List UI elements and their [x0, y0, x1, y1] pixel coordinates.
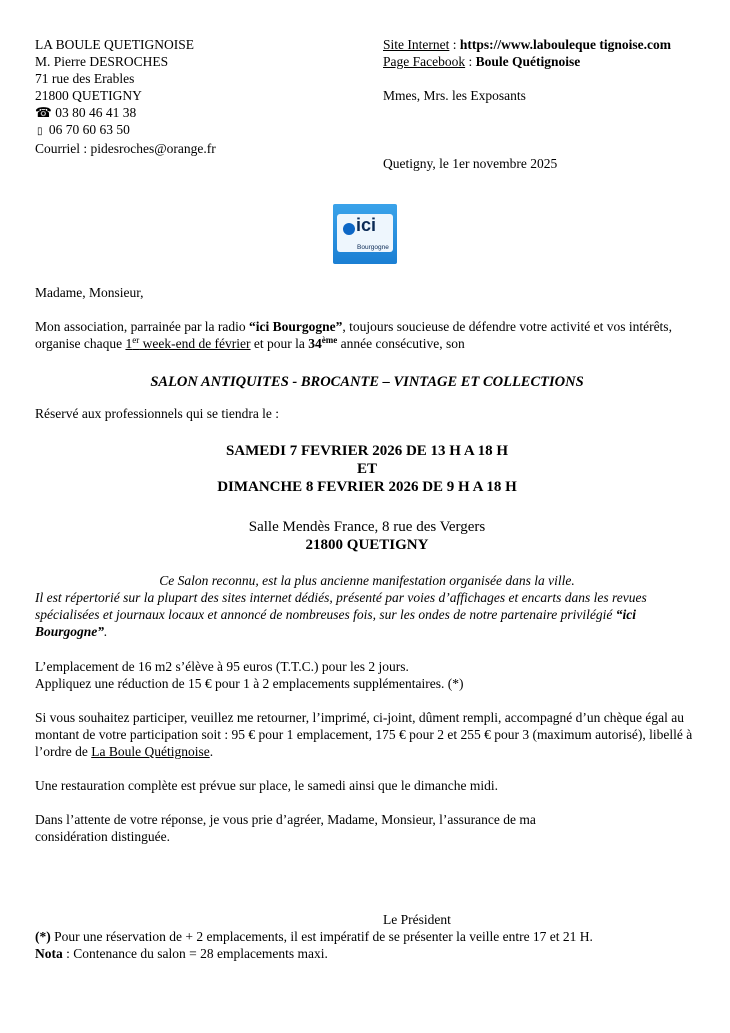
reserved-line: Réservé aux professionnels qui se tiendra le :: [35, 406, 280, 421]
italic-radio: “ici Bourgogne”: [35, 607, 637, 639]
site-url[interactable]: https://www.labouleque tignoise.com: [459, 37, 672, 52]
sender-phone: 03 80 46 41 38: [55, 105, 137, 120]
footnote-1: (*) Pour une réservation de + 2 emplacements, il est impératif de se présenter la veille entre 17 et 21 H.: [35, 929, 593, 944]
recipients: Mmes, Mrs. les Exposants: [383, 88, 526, 103]
signature: Le Président: [383, 912, 451, 927]
sender-mobile-line: [35, 121, 216, 140]
facebook-label: Page Facebook: [383, 54, 466, 69]
edition-number: 34ème: [308, 335, 338, 351]
site-label: Site Internet: [383, 37, 450, 52]
letter-date: Quetigny, le 1er novembre 2025: [383, 156, 558, 171]
first-weekend: 1er week-end de février: [125, 335, 251, 351]
sender-name: M. Pierre DESROCHES: [35, 54, 169, 69]
date-and: ET: [356, 461, 377, 477]
venue-city: 21800 QUETIGNY: [305, 537, 429, 553]
sender-org: LA BOULE QUETIGNOISE: [35, 37, 194, 52]
price-line-2: Appliquez une réduction de 15 € pour 1 à 2 emplacements supplémentaires. (*): [35, 676, 464, 691]
price-line-1: L’emplacement de 16 m2 s’élève à 95 euros (T.T.C.) pour les 2 jours.: [35, 659, 409, 674]
payee-name: La Boule Quétignoise: [91, 744, 210, 759]
salutation: Madame, Monsieur,: [35, 285, 144, 300]
intro-text-d: année consécutive, son: [337, 336, 465, 351]
site-sep: :: [449, 37, 460, 52]
intro-text-b: , toujours soucieuse de défendre votre activité et vos intérêts, organise chaque: [35, 319, 672, 351]
food-line: Une restauration complète est prévue sur place, le samedi ainsi que le dimanche midi.: [35, 778, 498, 793]
closing-paragraph: Dans l’attente de votre réponse, je vous prie d’agréer, Madame, Monsieur, l’assurance de ma considération distinguée.: [35, 812, 536, 844]
mobile-phone-icon: ▯: [37, 126, 43, 137]
facebook-line: [383, 53, 671, 70]
intro-paragraph: [35, 318, 699, 352]
logo-dot-icon: [343, 223, 355, 235]
participate-paragraph: Si vous souhaitez participer, veuillez me retourner, l’imprimé, ci-joint, dûment rempli, accompagné d’un chèque égal au montant de votre participation soit : 95 € pour 1 emplacement, 175 € pour 2 et 255 € pour 3 (maximum autorisé), libellé à l’ordre de La Boule Quétignoise.: [35, 710, 693, 759]
sender-mobile: 06 70 60 63 50: [48, 122, 130, 137]
intro-radio: “ici Bourgogne”: [249, 319, 343, 334]
sender-phone-line: [35, 104, 216, 121]
ici-bourgogne-logo: [333, 204, 397, 264]
sender-block: [35, 36, 216, 157]
facebook-sep: :: [465, 54, 476, 69]
sender-email: Courriel : pidesroches@orange.fr: [35, 141, 216, 156]
site-line: [383, 36, 671, 53]
italic-line-1: Ce Salon reconnu, est la plus ancienne manifestation organisée dans la ville.: [159, 573, 575, 588]
salon-title: SALON ANTIQUITES - BROCANTE – VINTAGE ET COLLECTIONS: [150, 374, 584, 390]
intro-text-c: et pour la: [250, 336, 309, 351]
logo-sub: Bourgogne: [357, 244, 389, 251]
phone-icon: ☎: [35, 105, 52, 120]
footnote-2: Nota : Contenance du salon = 28 emplacements maxi.: [35, 946, 328, 961]
facebook-value[interactable]: Boule Quétignoise: [475, 54, 581, 69]
sender-street: 71 rue des Erables: [35, 71, 135, 86]
sender-city: 21800 QUETIGNY: [35, 88, 142, 103]
date-line-2: DIMANCHE 8 FEVRIER 2026 DE 9 H A 18 H: [217, 479, 517, 495]
date-line-1: SAMEDI 7 FEVRIER 2026 DE 13 H A 18 H: [225, 443, 509, 459]
italic-paragraph: Il est répertorié sur la plupart des sites internet dédiés, présenté par voies d’affichages et encarts dans les revues spécialisées et journaux locaux et annoncé de nombreuses fois, sur les ondes de notre partenaire privilégié “ici Bourgogne”.: [35, 590, 647, 639]
intro-text-a: Mon association, parrainée par la radio: [35, 319, 250, 334]
logo-brand: ici: [356, 215, 377, 235]
header-right: [383, 36, 671, 172]
venue-address: Salle Mendès France, 8 rue des Vergers: [248, 519, 486, 535]
